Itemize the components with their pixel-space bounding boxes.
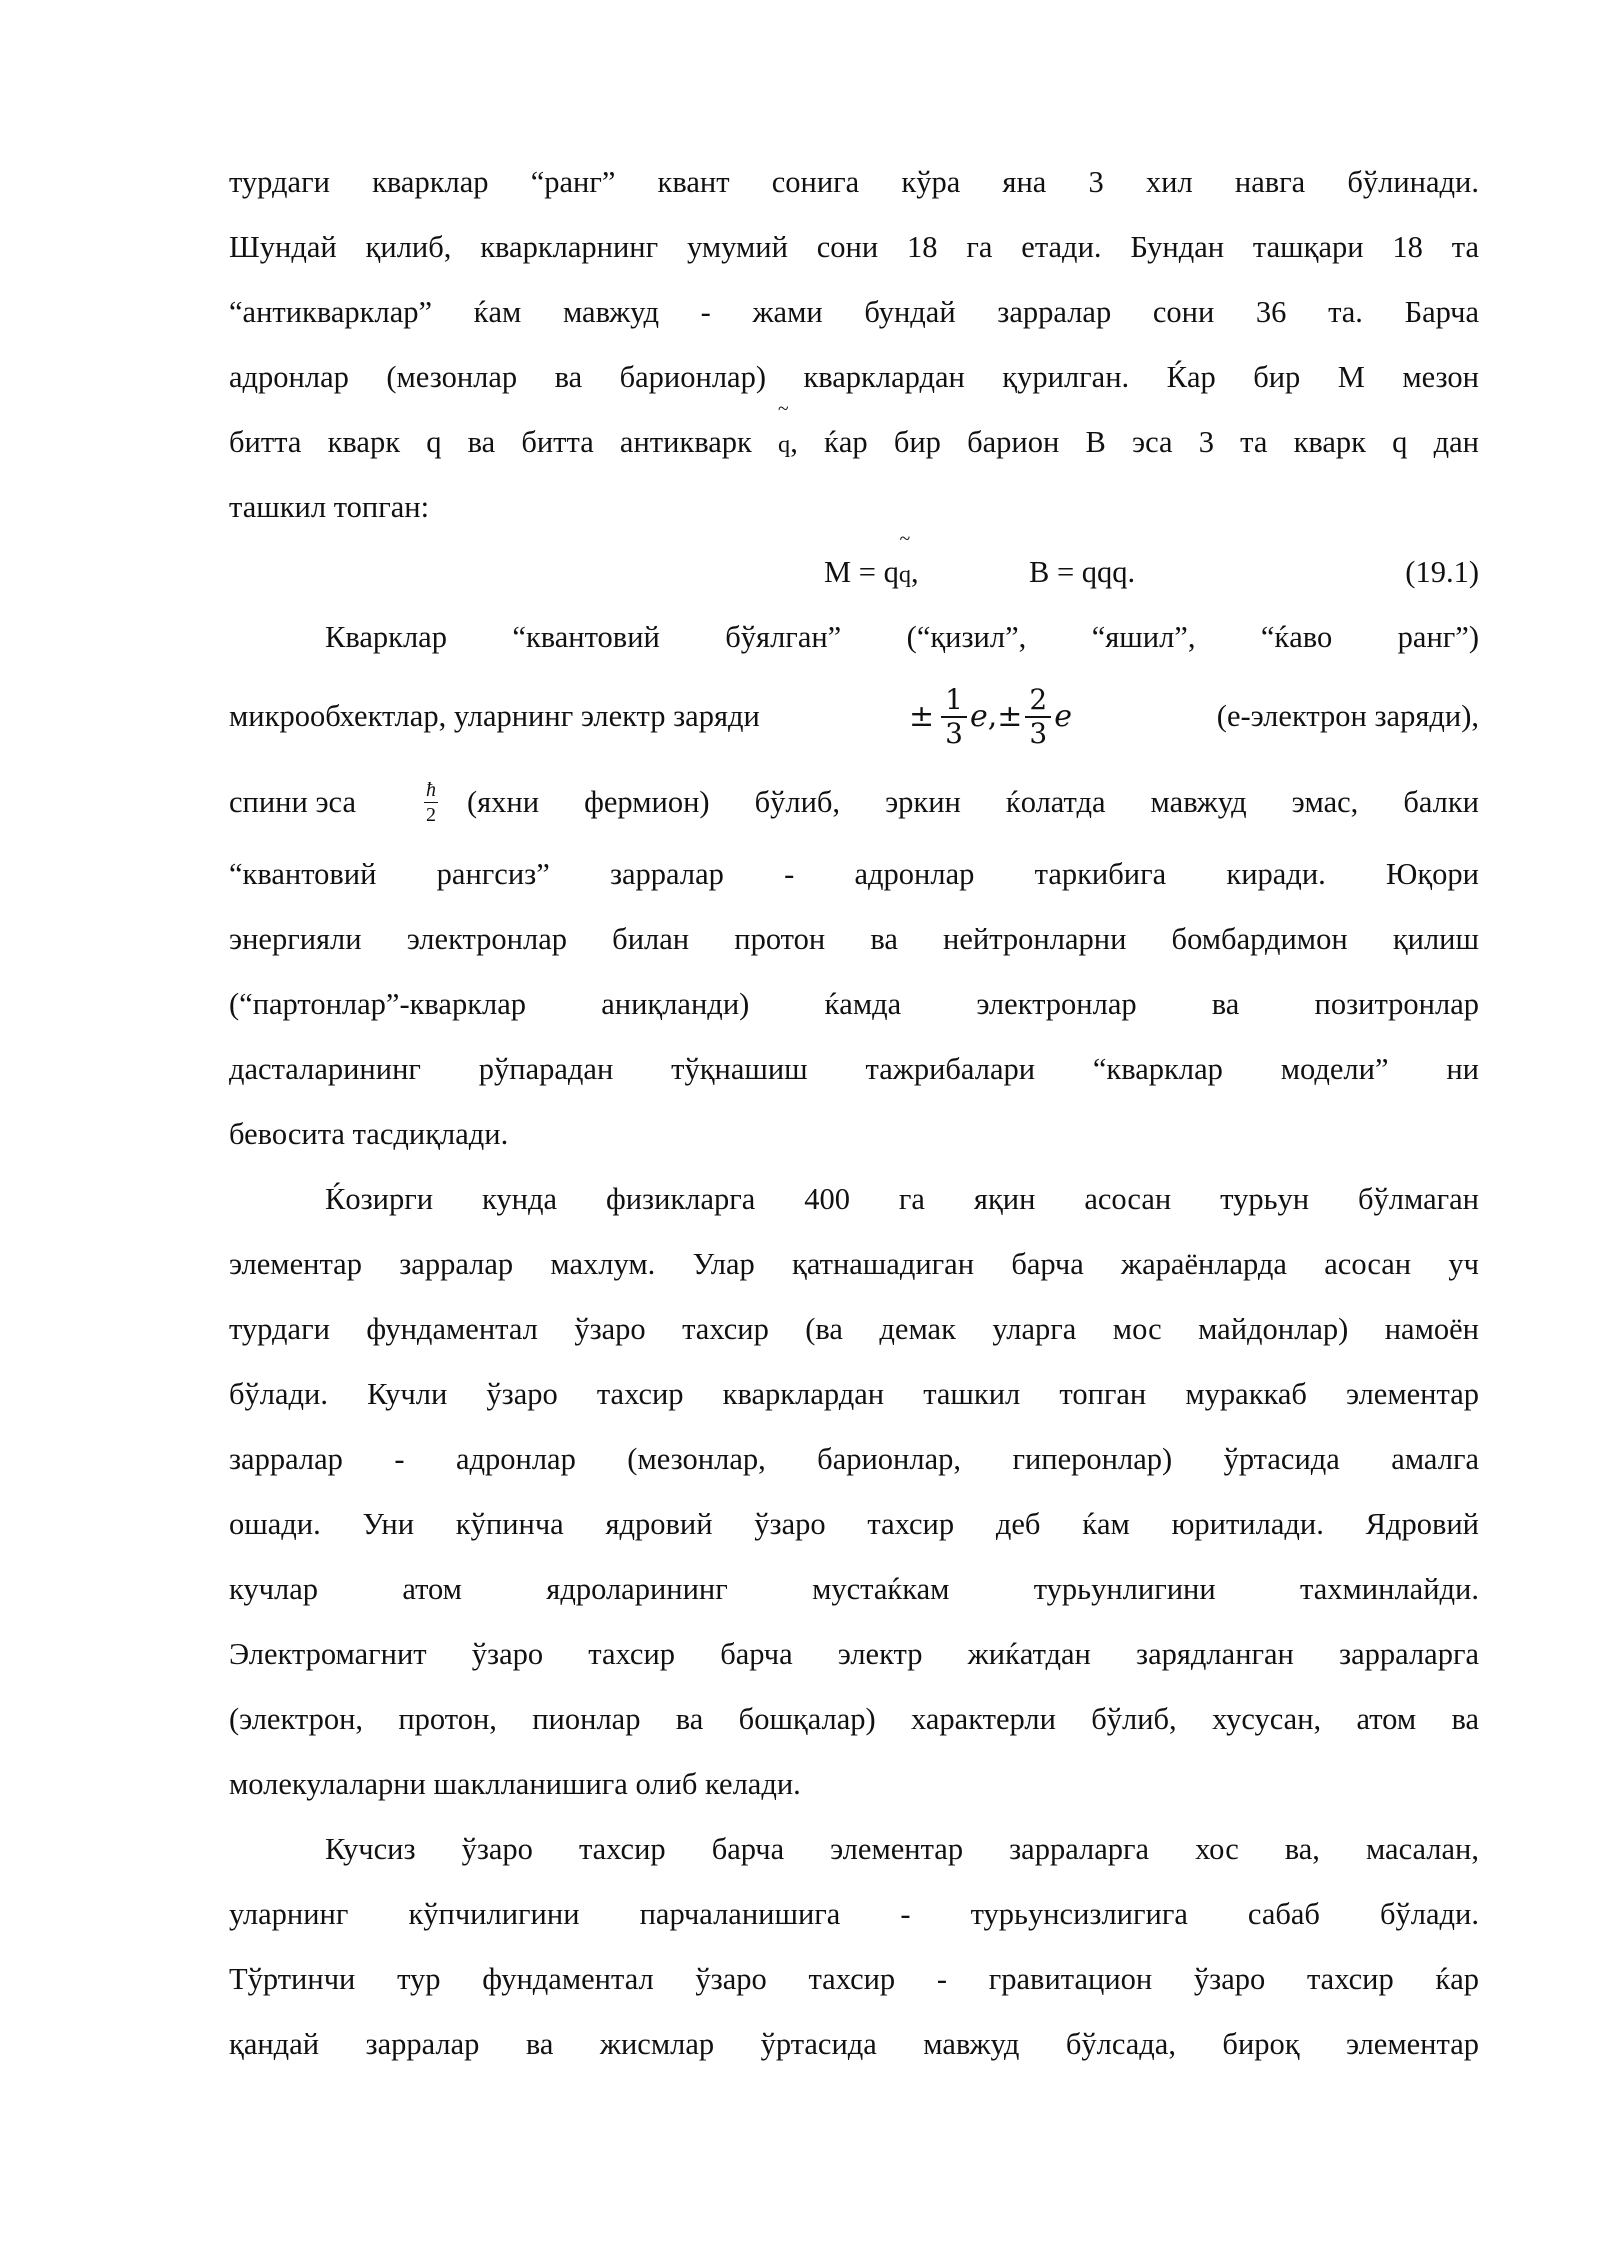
antiquark-symbol: ~ q	[899, 542, 911, 607]
text-line: (электрон, протон, пионлар ва бошқалар) характерли бўлиб, хусусан, атом ва	[229, 1702, 1479, 1736]
text-segment: (е-электрон заряди),	[1216, 699, 1479, 733]
text-line: ошади. Уни кўпинча ядровий ўзаро тахсир деб ќам юритилади. Ядровий	[229, 1507, 1479, 1541]
text-line: турдаги фундаментал ўзаро тахсир (ва демак уларга мос майдонлар) намоён	[229, 1312, 1479, 1346]
text-line: молекулаларни шаклланишига олиб келади.	[229, 1767, 801, 1801]
text-line: адронлар (мезонлар ва барионлар) кварклардан қурилган. Ќар бир М мезон	[229, 360, 1479, 394]
text-line: Шундай қилиб, кваркларнинг умумий сони 18 га етади. Бундан ташқари 18 та	[229, 230, 1479, 264]
charge-line	[229, 670, 1479, 762]
text-line: (“партонлар”-кварклар аниқланди) ќамда электронлар ва позитронлар	[229, 987, 1479, 1021]
text-segment: (яхни фермион) бўлиб, эркин ќолатда мавжуд эмас, балки	[467, 785, 1479, 819]
text-segment: спини эса	[229, 785, 356, 819]
antiquark-symbol: ~ q	[778, 412, 790, 477]
text-line: турдаги кварклар “ранг” квант сонига кўра яна 3 хил навга бўлинади.	[229, 165, 1479, 199]
text-segment: , ќар бир барион В эса 3 та кварк q дан	[790, 425, 1479, 459]
baryon-formula: B = qqq.	[1029, 555, 1136, 589]
quark-charge-formula: ± $\frac{1}{3}$ e ,± $\frac{2}{3}$ e	[909, 683, 1073, 750]
text-line: “квантовий рангсиз” зарралар - адронлар таркибига киради. Юқори	[229, 857, 1479, 891]
text-line: кучлар атом ядроларининг мустаќкам турьунлигини тахминлайди.	[229, 1572, 1479, 1606]
text-line: Кучсиз ўзаро тахсир барча элементар зарраларга хос ва, масалан,	[325, 1832, 1479, 1866]
text-line: зарралар - адронлар (мезонлар, барионлар, гиперонлар) ўртасида амалга	[229, 1442, 1479, 1476]
formula-19-1	[229, 540, 1479, 605]
text-line	[229, 410, 1479, 475]
text-segment: битта кварк q ва битта антикварк	[229, 425, 752, 459]
text-line: Электромагнит ўзаро тахсир барча электр жиќатдан зарядланган зарраларга	[229, 1637, 1479, 1671]
text-line: бўлади. Кучли ўзаро тахсир кварклардан ташкил топган мураккаб элементар	[229, 1377, 1479, 1411]
equation-number: (19.1)	[1405, 555, 1479, 589]
text-line: қандай зарралар ва жисмлар ўртасида мавжуд бўлсада, бироқ элементар	[229, 2027, 1479, 2061]
text-line: Ќозирги кунда физикларга 400 га яқин асосан турьун бўлмаган	[325, 1182, 1479, 1216]
text-line: ташкил топган:	[229, 490, 430, 524]
text-line: энергияли электронлар билан протон ва нейтронларни бомбардимон қилиш	[229, 922, 1479, 956]
spin-line	[229, 762, 1479, 842]
fraction-two-thirds: $\frac{2}{3}$	[1025, 686, 1051, 748]
meson-formula: M = q~ q,	[824, 540, 919, 607]
text-segment: микрообхектлар, уларнинг электр заряди	[229, 699, 760, 733]
text-line: Тўртинчи тур фундаментал ўзаро тахсир - гравитацион ўзаро тахсир ќар	[229, 1962, 1479, 1996]
text-line: элементар зарралар махлум. Улар қатнашадиган барча жараёнларда асосан уч	[229, 1247, 1479, 1281]
text-line: “антикварклар” ќам мавжуд - жами бундай зарралар сони 36 та. Барча	[229, 295, 1479, 329]
text-line: дасталарининг рўпарадан тўқнашиш тажрибалари “кварклар модели” ни	[229, 1052, 1479, 1086]
spin-fraction: $\frac{ħ}{2}$	[426, 778, 436, 826]
document-page	[229, 150, 1479, 2077]
text-line: уларнинг кўпчилигини парчаланишига - турьунсизлигига сабаб бўлади.	[229, 1897, 1479, 1931]
fraction-one-third: $\frac{1}{3}$	[941, 686, 967, 748]
text-line: Кварклар “квантовий бўялган” (“қизил”, “яшил”, “ќаво ранг”)	[325, 620, 1479, 654]
text-line: бевосита тасдиқлади.	[229, 1117, 509, 1151]
